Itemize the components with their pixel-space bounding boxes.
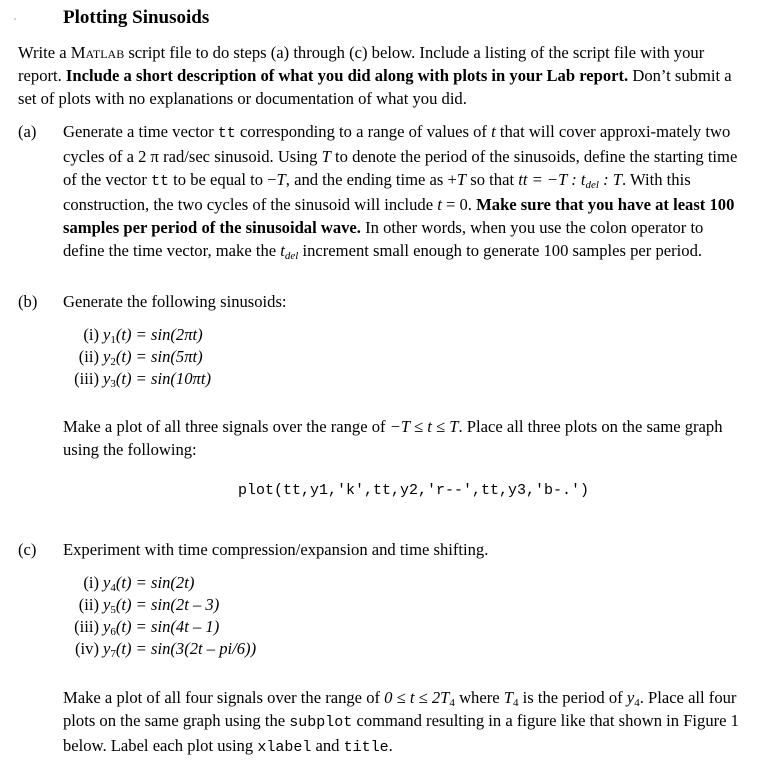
text: so that (466, 170, 519, 189)
math-expr: (t) = sin(10πt) (115, 369, 211, 388)
math-T: T (321, 147, 331, 166)
list-item (58, 615, 256, 637)
math-y: y (103, 325, 111, 344)
math-y: y (626, 688, 635, 707)
part-b-label: (b) (18, 292, 38, 311)
item-label: (ii) (78, 347, 99, 366)
text: , and the ending time as + (285, 170, 457, 189)
math-range: −T ≤ t ≤ T (389, 417, 459, 436)
math-t: t (437, 195, 442, 214)
text: increment small enough to generate 100 samples per period. (298, 241, 703, 260)
math-sub: del (284, 250, 299, 262)
list-item (58, 637, 256, 659)
part-a-label: (a) (18, 122, 37, 141)
text: . Place all four plots on the same graph using the (63, 688, 737, 730)
math-expr: (t) = sin(5πt) (115, 347, 203, 366)
text: to be equal to − (169, 170, 277, 189)
intro-text: Write a (18, 43, 71, 62)
math-y: y (103, 639, 111, 658)
math-sub: 5 (110, 604, 116, 616)
text: In other words, when you use the colon operator to define the time vector, make the (63, 218, 704, 260)
text: . With this construction, the two cycles of the sinusoid will include (63, 170, 691, 214)
text: = 0. (441, 195, 472, 214)
list-item (58, 367, 211, 389)
math-expr: (t) = sin(2t) (115, 573, 195, 592)
scan-artifact (14, 18, 16, 20)
list-item (58, 345, 211, 367)
math-y: y (103, 595, 111, 614)
math-y: y (103, 617, 111, 636)
part-c-label: (c) (18, 540, 37, 559)
math-eq: tt = −T : t (518, 170, 586, 189)
math-eq: : T (598, 170, 623, 189)
text: . Place all three plots on the same graph using the following: (63, 417, 723, 459)
math-t: t (491, 122, 496, 141)
math-sub: del (585, 179, 599, 191)
math-expr: (t) = sin(3(2t – pi/6)) (115, 639, 257, 658)
intro-bold: Include a short description of what you did along with plots in your Lab report. (65, 66, 629, 85)
text: command resulting in a figure like that shown in Figure 1 below. Label each plot using (63, 711, 739, 755)
math-sub: 4 (449, 697, 455, 709)
part-a (18, 120, 743, 262)
code-tt: tt (217, 125, 236, 142)
math-sub: 6 (110, 626, 116, 638)
item-label: (iii) (74, 369, 99, 388)
item-label: (iii) (74, 617, 99, 636)
part-a-text (63, 120, 743, 262)
math-T: T (276, 170, 286, 189)
section-title: Plotting Sinusoids (63, 7, 210, 28)
part-c (18, 538, 743, 561)
item-label: (i) (83, 325, 99, 344)
list-item (58, 571, 256, 593)
item-label: (ii) (78, 595, 99, 614)
text: . (388, 736, 393, 755)
math-sub: 4 (634, 697, 640, 709)
math-sub: 3 (110, 378, 116, 390)
math-expr: (t) = sin(4t – 1) (115, 617, 220, 636)
bold-text: Make sure that you have at least 100 samples per period of the sinusoidal wave. (63, 195, 735, 237)
list-item (58, 593, 256, 615)
intro-text: script file to do steps (a) through (c) below. Include a listing of the script file with your report. (18, 43, 705, 85)
math-expr: (t) = sin(2πt) (115, 325, 203, 344)
math-sub: 2 (110, 356, 116, 368)
text: Make a plot of all three signals over the range of (63, 417, 390, 436)
part-c-heading: Experiment with time compression/expansion and time shifting. (63, 540, 489, 559)
math-sub: 1 (110, 334, 116, 346)
plot-code: plot(tt,y1,'k',tt,y2,'r--',tt,y3,'b-.') (238, 482, 590, 499)
math-t: t (280, 241, 285, 260)
math-sub: 4 (110, 582, 116, 594)
text: Make a plot of all four signals over the range of (63, 688, 385, 707)
math-sub: 4 (513, 697, 519, 709)
text: Generate a time vector (63, 122, 218, 141)
matlab-name: Matlab (70, 43, 125, 62)
part-b-heading: Generate the following sinusoids: (63, 292, 287, 311)
intro-paragraph (18, 41, 743, 110)
text: and (311, 736, 344, 755)
text: to denote the period of the sinusoids, define the starting time of the vector (63, 147, 738, 189)
part-c-list (58, 571, 256, 659)
part-b-paragraph (63, 415, 743, 461)
code-subplot: subplot (289, 714, 353, 731)
math-range: 0 ≤ t ≤ 2T (384, 688, 450, 707)
math-y: y (103, 347, 111, 366)
list-item (58, 323, 211, 345)
item-label: (iv) (75, 639, 99, 658)
part-b-list (58, 323, 211, 389)
part-b (18, 290, 743, 313)
math-T: T (456, 170, 467, 189)
code-xlabel: xlabel (257, 739, 312, 756)
item-label: (i) (83, 573, 99, 592)
text: that will cover approxi-mately two cycles of a 2 π rad/sec sinusoid. Using (63, 122, 731, 166)
math-expr: (t) = sin(2t – 3) (115, 595, 220, 614)
math-y: y (103, 369, 111, 388)
text: corresponding to a range of values of (235, 122, 492, 141)
math-sub: 7 (110, 648, 116, 660)
math-T: T (503, 688, 513, 707)
math-y: y (103, 573, 111, 592)
intro-text: Don’t submit a set of plots with no explanations or documentation of what you did. (18, 66, 732, 108)
part-c-paragraph (63, 686, 743, 759)
text: where (454, 688, 504, 707)
code-tt: tt (151, 173, 170, 190)
text: is the period of (518, 688, 627, 707)
code-title: title (343, 739, 389, 756)
